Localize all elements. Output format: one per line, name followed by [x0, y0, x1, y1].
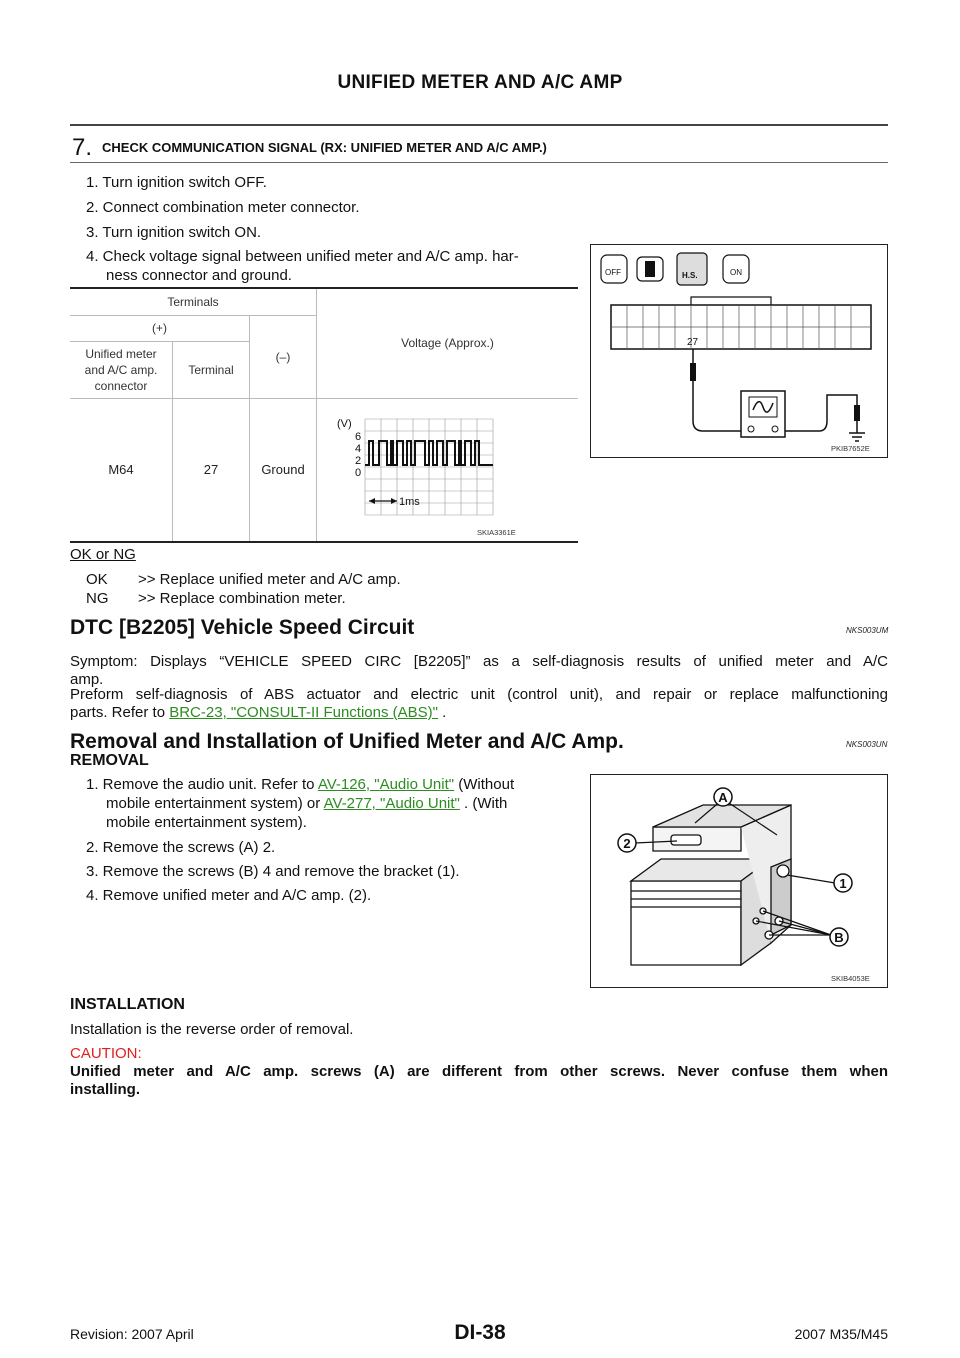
terminals-header: Terminals [70, 288, 317, 315]
terminal-table [70, 287, 578, 543]
step-item-2: 2. Connect combination meter connector. [86, 199, 360, 216]
removal-installation-heading: Removal and Installation of Unified Meter and A/C Amp. [70, 730, 624, 753]
waveform-tick-6: 6 [355, 430, 362, 443]
step-item-4: 4. Check voltage signal between unified meter and A/C amp. har- [86, 248, 519, 265]
unit-figure [590, 774, 888, 988]
caution-text-cont: installing. [70, 1081, 141, 1098]
waveform-time: 1ms [399, 495, 420, 508]
waveform-figure [317, 399, 541, 541]
connector-figure [590, 244, 888, 458]
ok-ng-label: OK or NG [70, 546, 136, 563]
connector-pin-label: 27 [687, 337, 699, 348]
dtc-section-code: NKS003UM [846, 626, 889, 635]
callout-b: B [834, 930, 844, 945]
removal-heading: REMOVAL [70, 752, 149, 769]
removal-step-1-cont2: mobile entertainment system). [106, 814, 307, 831]
av-126-link[interactable]: AV-126, "Audio Unit" [317, 776, 455, 793]
plus-header: (+) [70, 315, 250, 341]
dtc-reference: parts. Refer to BRC-23, "CONSULT-II Functions (ABS)" . [70, 704, 447, 721]
removal-section-code: NKS003UN [846, 740, 888, 749]
dtc-symptom-cont: amp. [70, 671, 104, 688]
connector-header: Unified meter and A/C amp. connector [70, 341, 173, 398]
av-277-link[interactable]: AV-277, "Audio Unit" [323, 795, 460, 812]
voltage-header: Voltage (Approx.) [317, 288, 579, 398]
page-number: DI-38 [454, 1321, 506, 1344]
waveform-tick-4: 4 [355, 442, 362, 455]
installation-heading: INSTALLATION [70, 996, 185, 1013]
minus-header: (–) [250, 315, 317, 398]
caution-text: Unified meter and A/C amp. screws (A) are different from other screws. Never confuse them when [70, 1063, 888, 1080]
unit-diagram [591, 775, 887, 987]
removal-step-2: 2. Remove the screws (A) 2. [86, 839, 276, 856]
callout-2: 2 [623, 836, 631, 851]
footer-model: 2007 M35/M45 [794, 1326, 888, 1342]
header-rule [70, 124, 888, 126]
connector-figure-code: PKIB7652E [831, 444, 870, 453]
ng-key: NG [86, 590, 109, 607]
footer-revision: Revision: 2007 April [70, 1326, 194, 1342]
step-item-3: 3. Turn ignition switch ON. [86, 224, 262, 241]
row-terminal: 27 [173, 398, 250, 542]
row-ground: Ground [250, 398, 317, 542]
page-header-title: UNIFIED METER AND A/C AMP [337, 72, 623, 93]
waveform-cell [317, 398, 579, 542]
removal-step-4: 4. Remove unified meter and A/C amp. (2). [86, 887, 372, 904]
brc-23-link[interactable]: BRC-23, "CONSULT-II Functions (ABS)" [169, 704, 438, 721]
ng-action: >> Replace combination meter. [138, 590, 346, 607]
step-item-1: 1. Turn ignition switch OFF. [86, 174, 267, 191]
step-item-4-cont: ness connector and ground. [106, 267, 292, 284]
removal-step-1-cont: mobile entertainment system) or AV-277, "Audio Unit" . (With [106, 795, 508, 812]
waveform-unit: (V) [337, 417, 352, 430]
callout-a: A [718, 790, 728, 805]
ok-action: >> Replace unified meter and A/C amp. [138, 571, 401, 588]
removal-step-1: 1. Remove the audio unit. Refer to AV-126, "Audio Unit" (Without [86, 776, 515, 793]
connector-plug-icon [645, 261, 655, 277]
dtc-instruction: Preform self-diagnosis of ABS actuator and electric unit (control unit), and repair or replace malfunctioning [70, 686, 888, 703]
callout-1: 1 [839, 876, 847, 891]
unit-figure-code: SKIB4053E [831, 974, 870, 983]
removal-step-3: 3. Remove the screws (B) 4 and remove the bracket (1). [86, 863, 460, 880]
caution-label: CAUTION: [70, 1045, 142, 1062]
ignition-on-label: ON [730, 268, 742, 277]
step-number: 7. [72, 134, 93, 161]
ok-key: OK [86, 571, 108, 588]
dtc-symptom: Symptom: Displays “VEHICLE SPEED CIRC [B2205]” as a self-diagnosis results of unified meter and A/C [70, 653, 888, 670]
waveform-tick-0: 0 [355, 466, 362, 479]
connector-diagram [591, 245, 887, 457]
terminal-header: Terminal [173, 341, 250, 398]
waveform-tick-2: 2 [355, 454, 362, 467]
installation-text: Installation is the reverse order of removal. [70, 1021, 354, 1038]
ignition-off-label: OFF [605, 268, 621, 277]
hs-label: H.S. [682, 271, 698, 280]
step-title: CHECK COMMUNICATION SIGNAL (RX: UNIFIED METER AND A/C AMP.) [102, 140, 547, 155]
step-rule [70, 162, 888, 163]
waveform-code: SKIA3361E [477, 527, 516, 537]
row-connector: M64 [70, 398, 173, 542]
dtc-heading: DTC [B2205] Vehicle Speed Circuit [70, 616, 415, 639]
